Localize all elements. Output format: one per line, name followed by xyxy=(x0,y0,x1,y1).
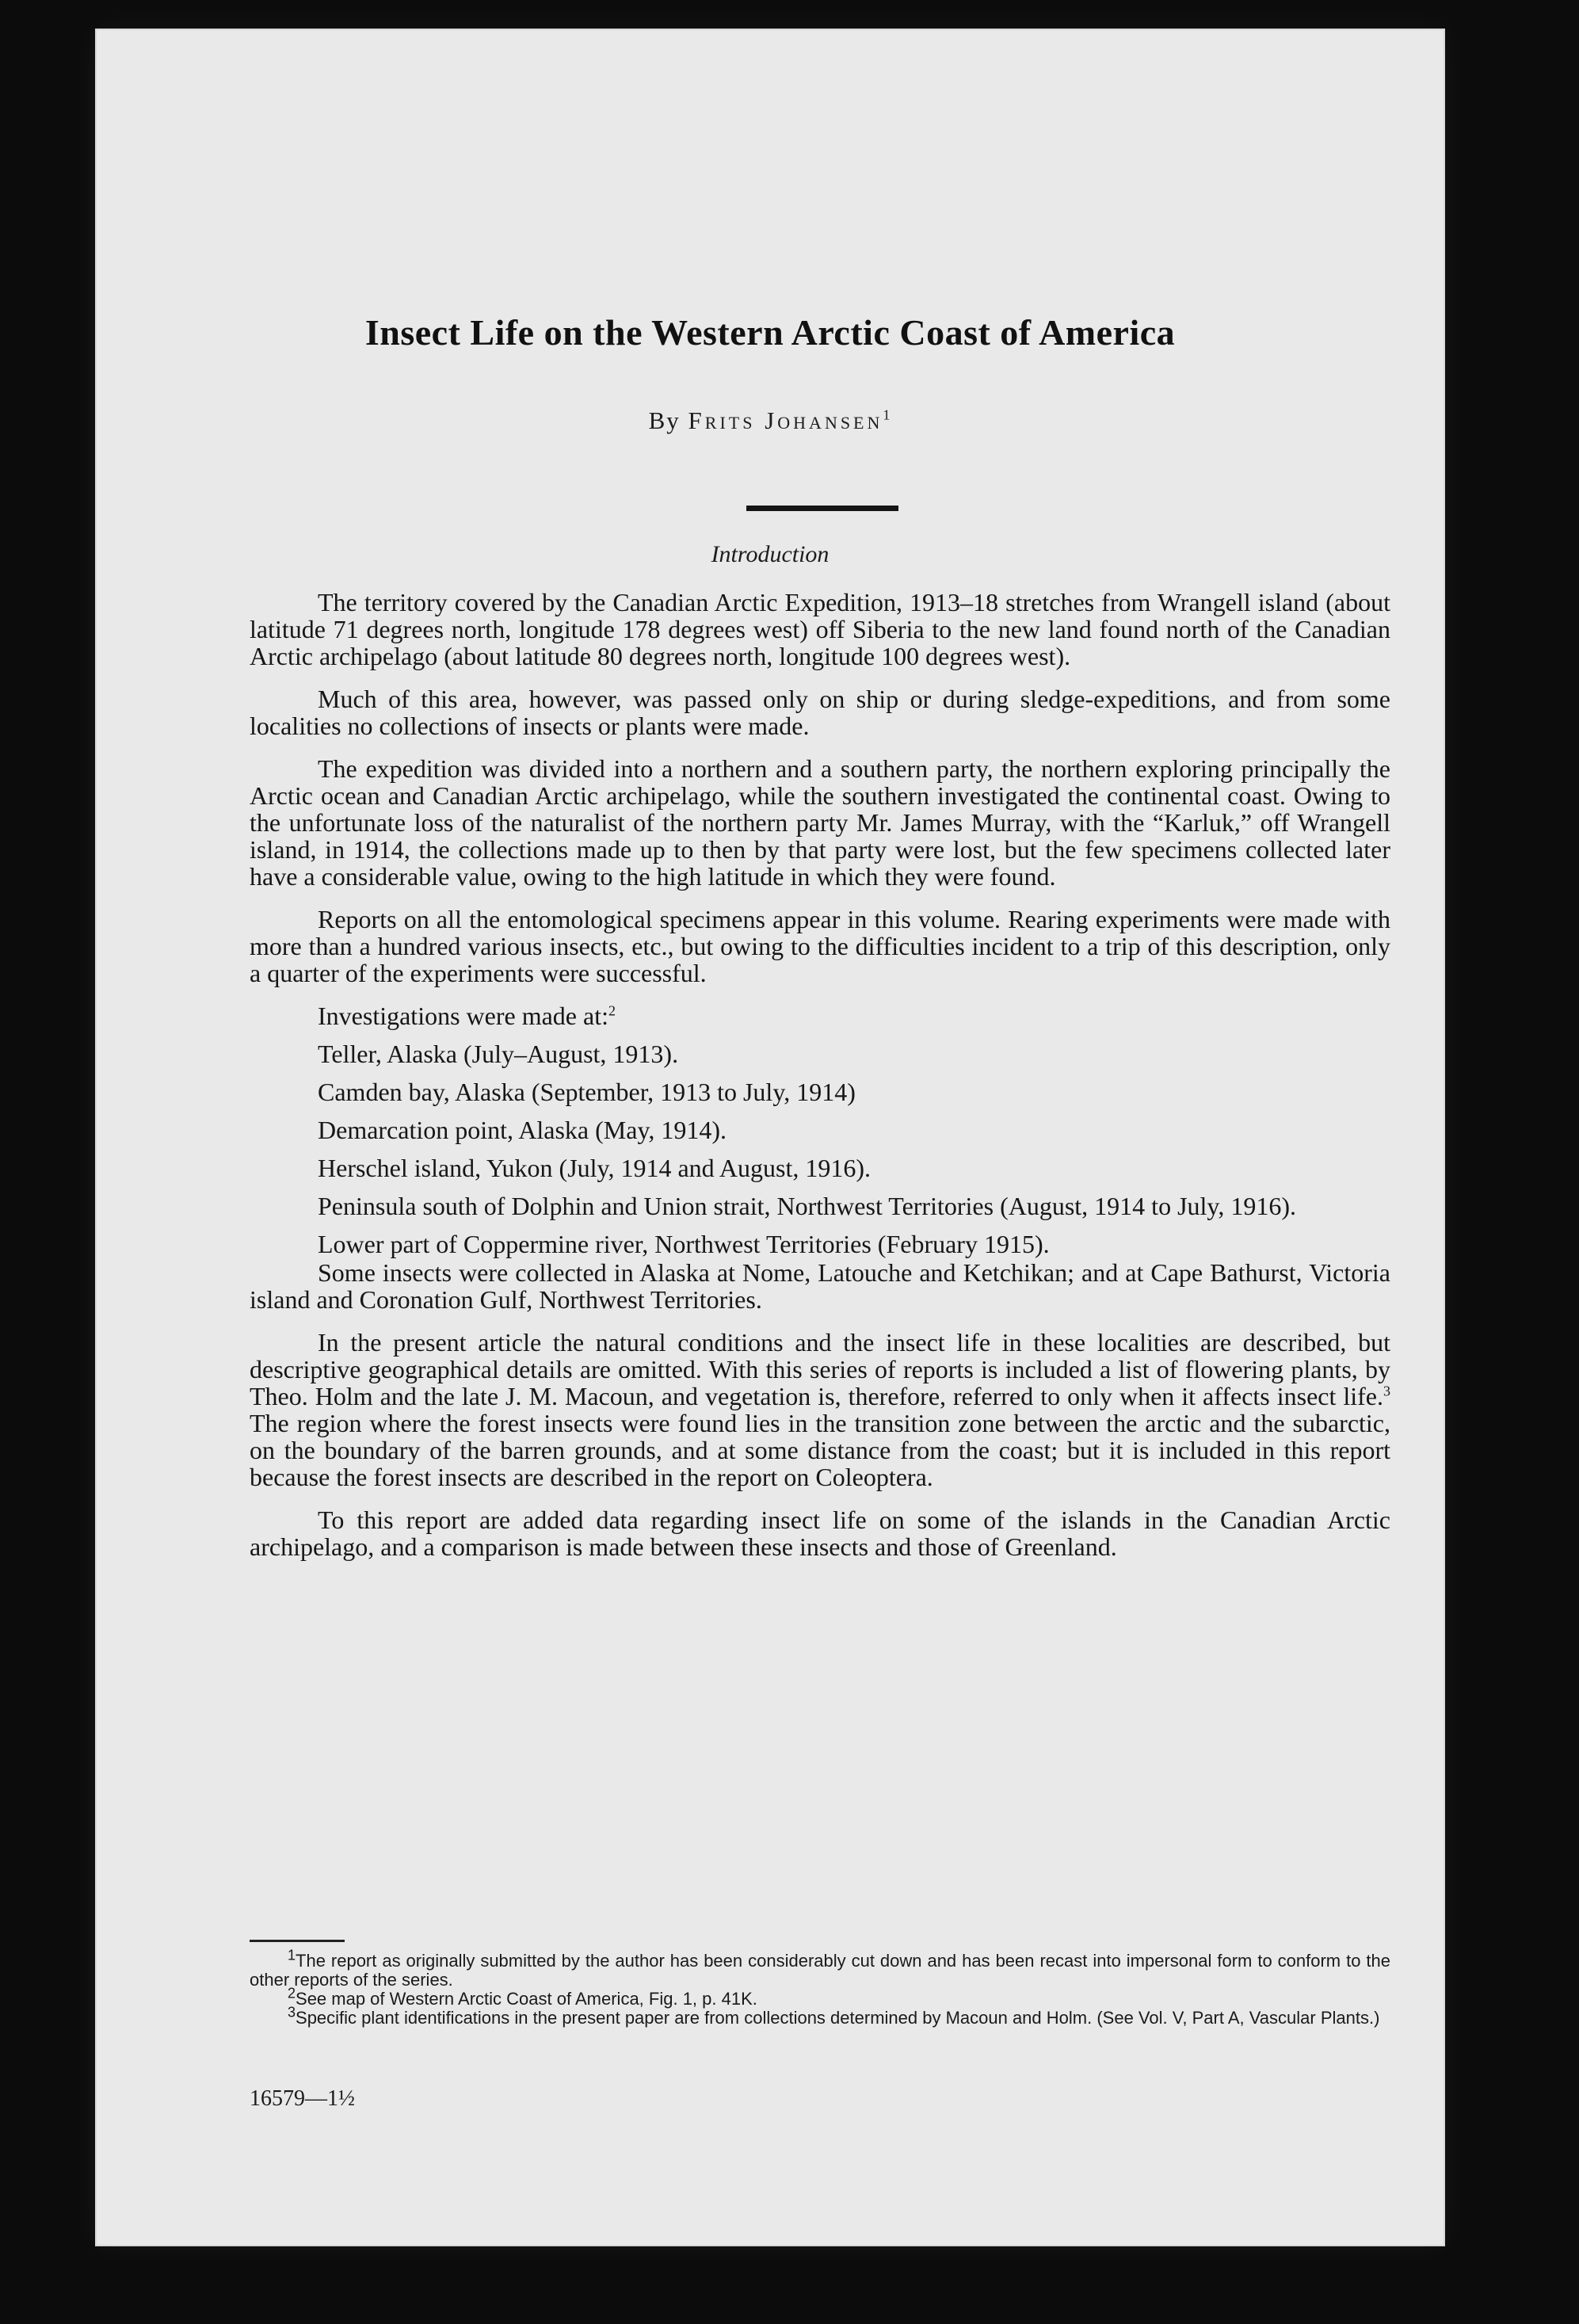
footnote-text: The report as originally submitted by the author has been considerably cut down and has been recast into impersonal form to conform to the other reports of the series. xyxy=(250,1951,1390,1990)
location-item: Peninsula south of Dolphin and Union strait, Northwest Territories (August, 1914 to July, 1916). xyxy=(318,1192,1296,1220)
title-rule xyxy=(746,506,898,511)
footnote-ref-2: 2 xyxy=(608,1002,616,1019)
footnote-rule xyxy=(250,1940,345,1942)
article-title: Insect Life on the Western Arctic Coast of America xyxy=(364,312,1176,353)
footnote-1 xyxy=(250,1947,1390,1990)
footnote-text: Specific plant identifications in the present paper are from collections determined by Macoun and Holm. (See Vol. V, Part A, Vascular Plants.) xyxy=(296,2008,1380,2028)
footnote-text: See map of Western Arctic Coast of America, Fig. 1, p. 41K. xyxy=(296,1989,757,2009)
footnote-2 xyxy=(250,1985,1390,2009)
location-item: Demarcation point, Alaska (May, 1914). xyxy=(318,1116,727,1144)
footnote-mark: 1 xyxy=(288,1947,296,1963)
section-heading-introduction: Introduction xyxy=(711,541,830,567)
location-item: Lower part of Coppermine river, Northwest Territories (February 1915). xyxy=(318,1230,1050,1258)
article-body xyxy=(250,589,1390,1576)
footnotes xyxy=(250,1947,1390,2028)
author-name: Frits Johansen xyxy=(688,406,883,434)
paragraph-other-collections: Some insects were collected in Alaska at Nome, Latouche and Ketchikan; and at Cape Bathurst, Victoria island and Coronation Gulf, Northwest Territories. xyxy=(250,1258,1390,1314)
investigations-intro xyxy=(250,1002,1390,1029)
paragraph-area: Much of this area, however, was passed only on ship or during sledge-expeditions, and from some localities no collections of insects or plants were made. xyxy=(250,685,1390,740)
byline xyxy=(97,406,1444,435)
paragraph-expedition: The expedition was divided into a northern and a southern party, the northern exploring principally the Arctic ocean and Canadian Arctic archipelago, while the southern investigated the continental coast. Owing to the unfortunate loss of the naturalist of the northern party Mr. James Murray, with the “Karluk,” off Wrangell island, in 1914, the collections made up to then by that party were lost, but the few specimens collected later have a considerable value, owing to the high latitude in which they were found. xyxy=(250,754,1390,891)
location-item: Herschel island, Yukon (July, 1914 and August, 1916). xyxy=(318,1154,871,1182)
printer-signature-mark: 16579—1½ xyxy=(250,2086,355,2111)
location-item: Camden bay, Alaska (September, 1913 to July, 1914) xyxy=(318,1078,856,1106)
paragraph-present-article xyxy=(250,1329,1390,1490)
investigations-intro-text: Investigations were made at: xyxy=(318,1002,608,1030)
footnote-ref-1: 1 xyxy=(883,406,892,423)
footnote-ref-3: 3 xyxy=(1383,1383,1390,1399)
paragraph-reports: Reports on all the entomological specimens appear in this volume. Rearing experiments were made with more than a hundred various insects, etc., but owing to the difficulties incident to a trip of this description, only a quarter of the experiments were successful. xyxy=(250,905,1390,987)
footnote-mark: 2 xyxy=(288,1985,296,2002)
byline-prefix: By xyxy=(648,406,681,434)
paragraph-present-text-1: In the present article the natural conditions and the insect life in these localities are described, but descriptive geographical details are omitted. With this series of reports is included a list of flowering plants, by Theo. Holm and the late J. M. Macoun, and vegetation is, therefore, referred to only when it affects insect life. xyxy=(250,1328,1390,1410)
paragraph-final: To this report are added data regarding insect life on some of the islands in the Canadian Arctic archipelago, and a comparison is made between these insects and those of Greenland. xyxy=(250,1505,1390,1561)
paragraph-territory: The territory covered by the Canadian Arctic Expedition, 1913–18 stretches from Wrangell island (about latitude 71 degrees north, longitude 178 degrees west) off Siberia to the new land found north of the Canadian Arctic archipelago (about latitude 80 degrees north, longitude 100 degrees west). xyxy=(250,588,1390,670)
footnote-mark: 3 xyxy=(288,2004,296,2021)
paragraph-present-text-2: The region where the forest insects were found lies in the transition zone between the arctic and the subarctic, on the boundary of the barren grounds, and at some distance from the coast; but it is included in this report because the forest insects are described in the report on Coleoptera. xyxy=(250,1409,1390,1491)
document-page xyxy=(97,30,1444,2245)
footnote-3 xyxy=(250,2004,1390,2028)
location-item: Teller, Alaska (July–August, 1913). xyxy=(318,1040,679,1068)
